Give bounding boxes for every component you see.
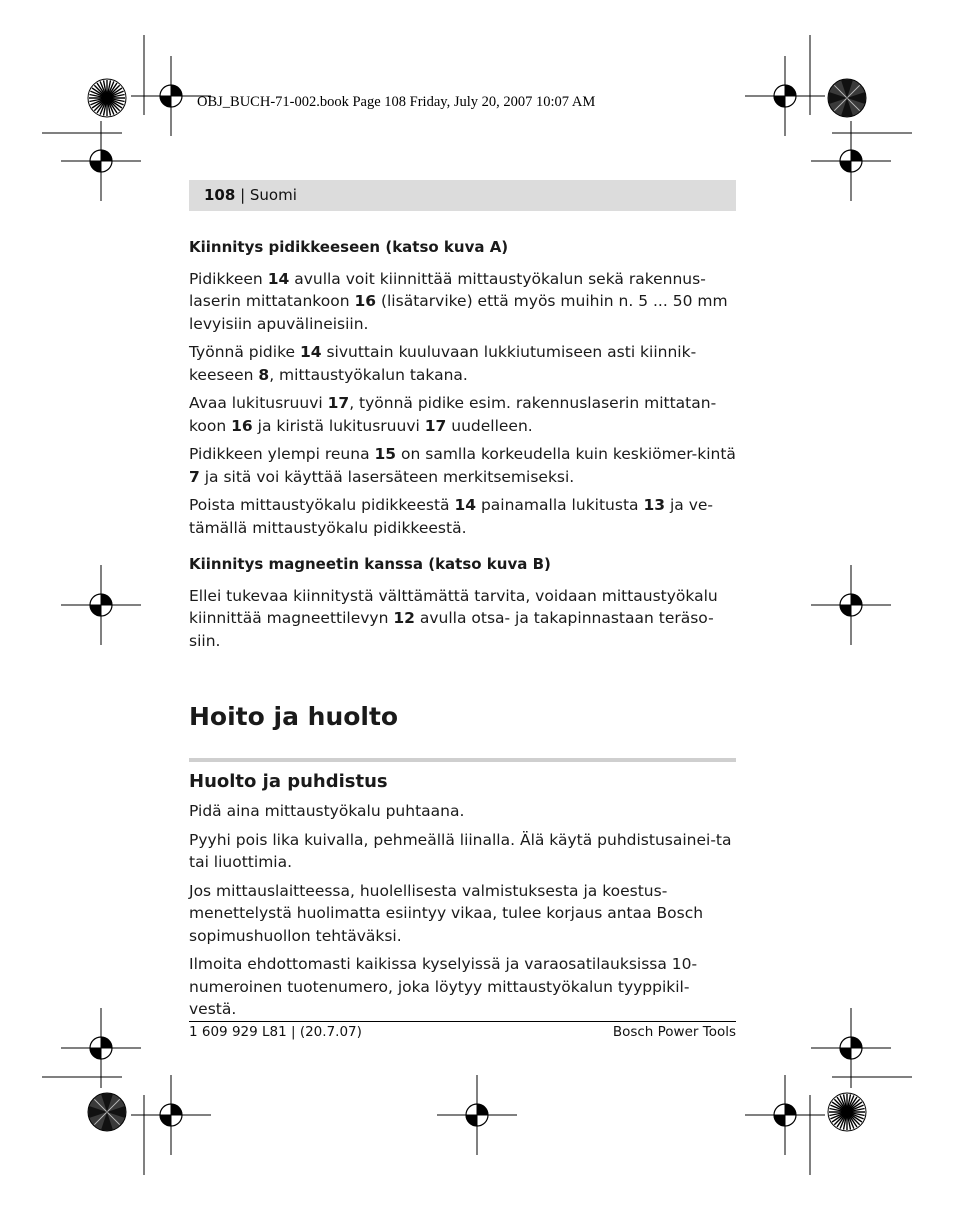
paragraph: Ellei tukevaa kiinnitystä välttämättä tarvita, voidaan mittaustyökalu kiinnittää magneettilevyn 12 avulla otsa- ja takapinnastaan teräso-siin. [189,586,718,650]
paragraph: Ilmoita ehdottomasti kaikissa kyselyissä ja varaosatilauksissa 10-numeroinen tuotenumero, joka löytyy mittaustyökalun tyyppikil-vestä. [189,955,698,1018]
section-heading-magnet: Kiinnitys magneetin kanssa (katso kuva B) [189,555,551,573]
page-header [189,180,736,211]
paragraph: Poista mittaustyökalu pidikkeestä 14 painamalla lukitusta 13 ja ve-tämällä mittaustyökalu pidikkeestä. [189,496,713,537]
header-separator: | [235,186,250,204]
paragraph: Avaa lukitusruuvi 17, työnnä pidike esim. rakennuslaserin mittatan-koon 16 ja kiristä lukitusruuvi 17 uudelleen. [189,394,717,435]
paragraph: Työnnä pidike 14 sivuttain kuuluvaan lukkiutumiseen asti kiinnik-keeseen 8, mittaustyökalun takana. [189,343,697,384]
paragraph: Pidikkeen 14 avulla voit kiinnittää mittaustyökalun sekä rakennus-laserin mittatankoon 16 (lisätarvike) että myös muihin n. 5 ... 50 mm levyisiin apuvälineisiin. [189,269,728,333]
section-heading-maintenance: Huolto ja puhdistus [189,771,388,792]
header-text [204,186,297,204]
page-content [189,236,736,1027]
paragraph: Pidä aina mittaustyökalu puhtaana. [189,802,465,820]
paragraph: Pyyhi pois lika kuivalla, pehmeällä liinalla. Älä käytä puhdistusainei-ta tai liuottimia. [189,830,732,871]
section-heading-holder: Kiinnitys pidikkeeseen (katso kuva A) [189,238,509,256]
chapter-title: Hoito ja huolto [189,702,399,731]
print-slug: OBJ_BUCH-71-002.book Page 108 Friday, July 20, 2007 10:07 AM [197,94,596,110]
footer-left: 1 609 929 L81 | (20.7.07) [189,1024,362,1040]
page-footer [189,1021,736,1040]
paragraph: Pidikkeen ylempi reuna 15 on samlla korkeudella kuin keskiömer-kintä 7 ja sitä voi käyttää lasersäteen merkitsemiseksi. [189,445,736,486]
paragraph: Jos mittauslaitteessa, huolellisesta valmistuksesta ja koestus-menettelystä huolimatta esiintyy vikaa, tulee korjaus antaa Bosch sopimushuollon tehtäväksi. [189,881,704,945]
page-number: 108 [204,186,236,204]
section-divider [189,758,736,762]
header-language: Suomi [249,186,297,204]
footer-right: Bosch Power Tools [612,1024,736,1040]
